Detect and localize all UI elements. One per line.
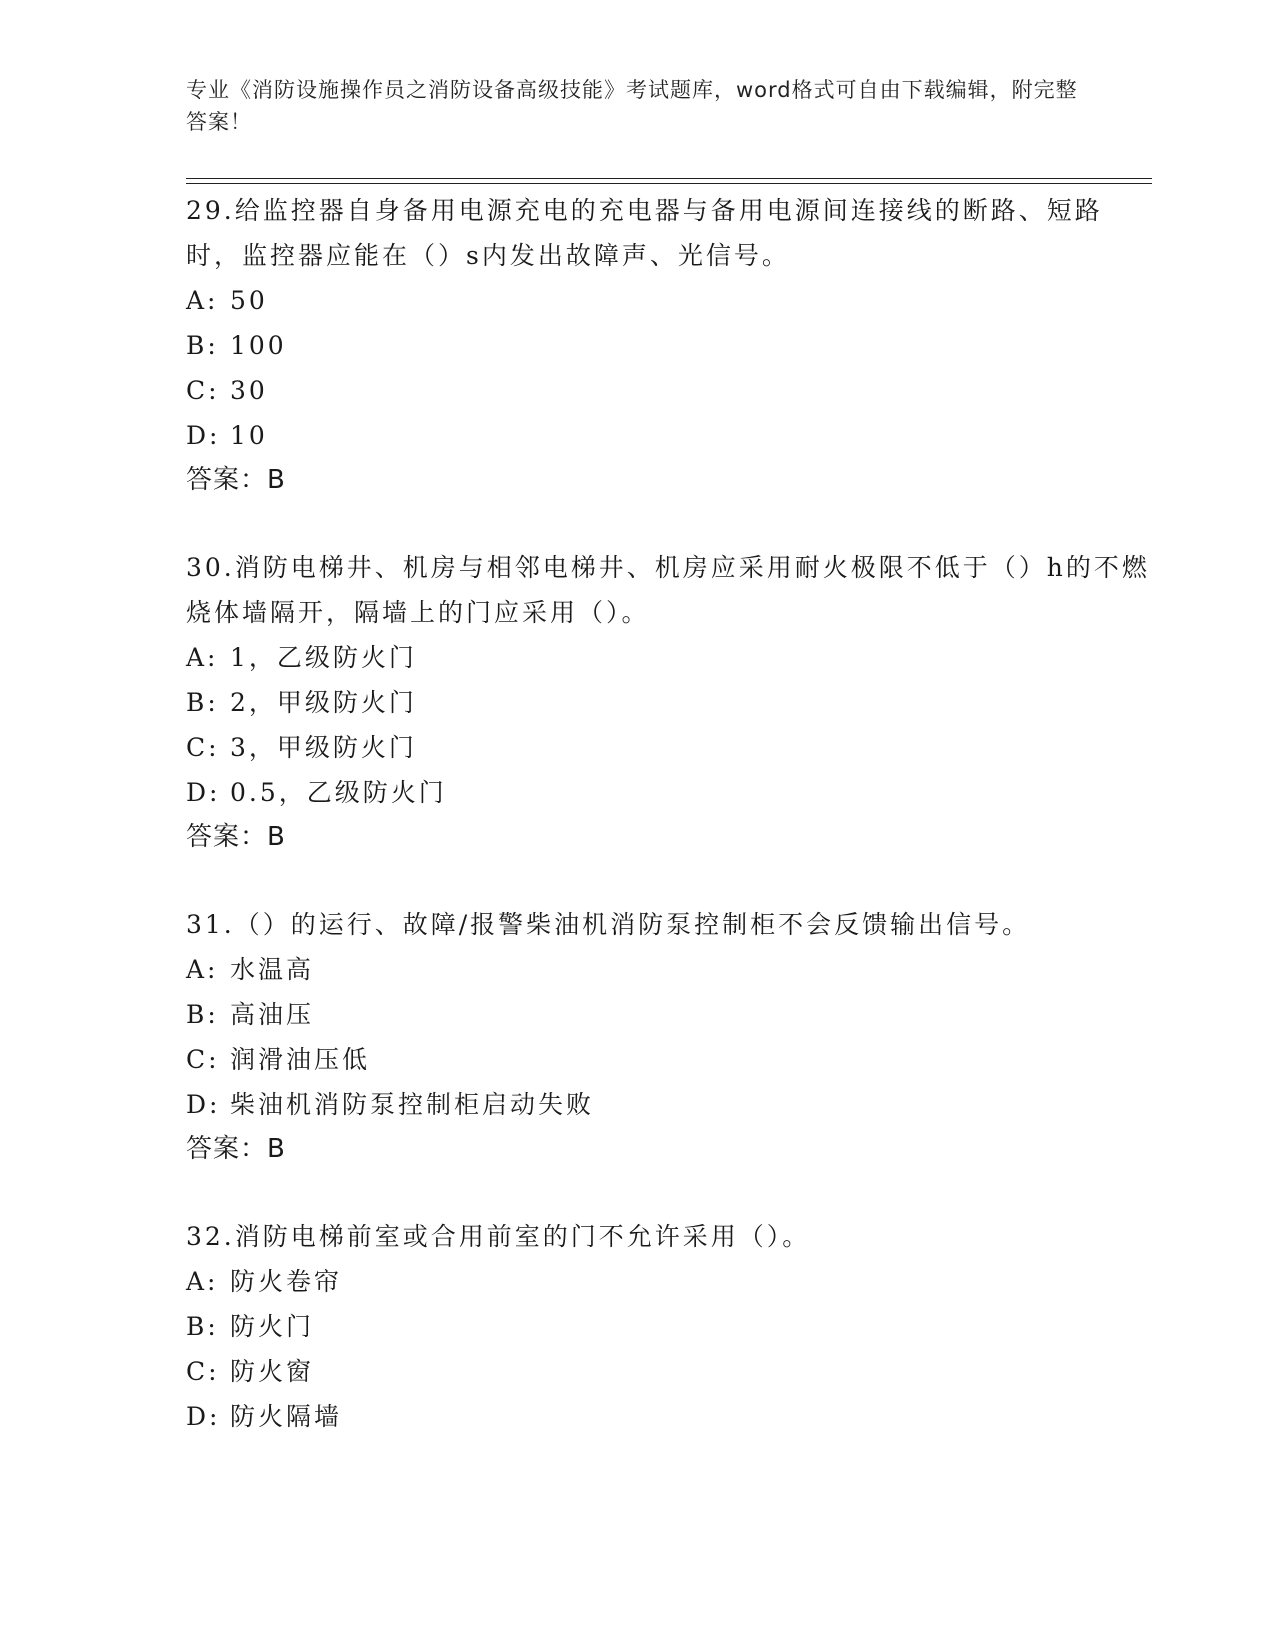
option-key: A: [186,643,219,672]
header-divider-bottom [186,183,1152,184]
option-c [186,368,1152,413]
question-stem: 32.消防电梯前室或合用前室的门不允许采用（）。 [186,1222,811,1251]
question-30 [186,545,1152,860]
answer-line: 答案：B [186,822,286,852]
option-text: 50 [230,286,268,315]
option-key: B: [186,688,219,717]
option-text: 防火窗 [230,1357,315,1386]
option-text: 30 [230,376,268,405]
option-d [186,413,1152,458]
option-text: 水温高 [230,955,315,984]
option-key: D: [186,421,221,450]
option-key: A: [186,955,219,984]
option-a [186,947,1152,992]
option-key: D: [186,1090,221,1119]
answer-line: 答案：B [186,1134,286,1164]
option-key: C: [186,1357,220,1386]
question-29 [186,188,1152,503]
option-c [186,1349,1152,1394]
option-a [186,1259,1152,1304]
option-key: B: [186,1000,219,1029]
question-31 [186,902,1152,1172]
option-key: A: [186,1267,219,1296]
option-text: 防火隔墙 [230,1402,343,1431]
option-text: 高油压 [230,1000,315,1029]
question-stem: 29.给监控器自身备用电源充电的充电器与备用电源间连接线的断路、短路时，监控器应能在（）s内发出故障声、光信号。 [186,196,1103,270]
option-text: 防火门 [230,1312,315,1341]
option-text: 3，甲级防火门 [230,733,417,762]
question-32 [186,1214,1152,1439]
option-text: 0.5，乙级防火门 [230,778,447,807]
option-d [186,770,1152,815]
question-list [186,188,1152,1481]
option-key: A: [186,286,219,315]
option-text: 防火卷帘 [230,1267,343,1296]
option-text: 1，乙级防火门 [230,643,417,672]
option-b [186,992,1152,1037]
option-key: B: [186,1312,219,1341]
option-text: 润滑油压低 [230,1045,371,1074]
option-key: C: [186,376,220,405]
option-c [186,1037,1152,1082]
option-key: C: [186,733,220,762]
option-b [186,680,1152,725]
option-d [186,1394,1152,1439]
option-b [186,1304,1152,1349]
option-text: 2，甲级防火门 [230,688,417,717]
option-text: 柴油机消防泵控制柜启动失败 [230,1090,595,1119]
option-c [186,725,1152,770]
option-text: 10 [230,421,268,450]
question-stem: 30.消防电梯井、机房与相邻电梯井、机房应采用耐火极限不低于（）h的不燃烧体墙隔开，隔墙上的门应采用（）。 [186,553,1150,627]
option-key: D: [186,778,221,807]
option-key: C: [186,1045,220,1074]
option-key: D: [186,1402,221,1431]
option-key: B: [186,331,219,360]
answer-line: 答案：B [186,465,286,495]
option-b [186,323,1152,368]
option-text: 100 [230,331,287,360]
header-divider-top [186,178,1152,179]
page-header-note: 专业《消防设施操作员之消防设备高级技能》考试题库，word格式可自由下载编辑，附完整答案！ [186,78,1078,134]
option-d [186,1082,1152,1127]
question-stem: 31.（）的运行、故障/报警柴油机消防泵控制柜不会反馈输出信号。 [186,910,1031,939]
option-a [186,278,1152,323]
option-a [186,635,1152,680]
